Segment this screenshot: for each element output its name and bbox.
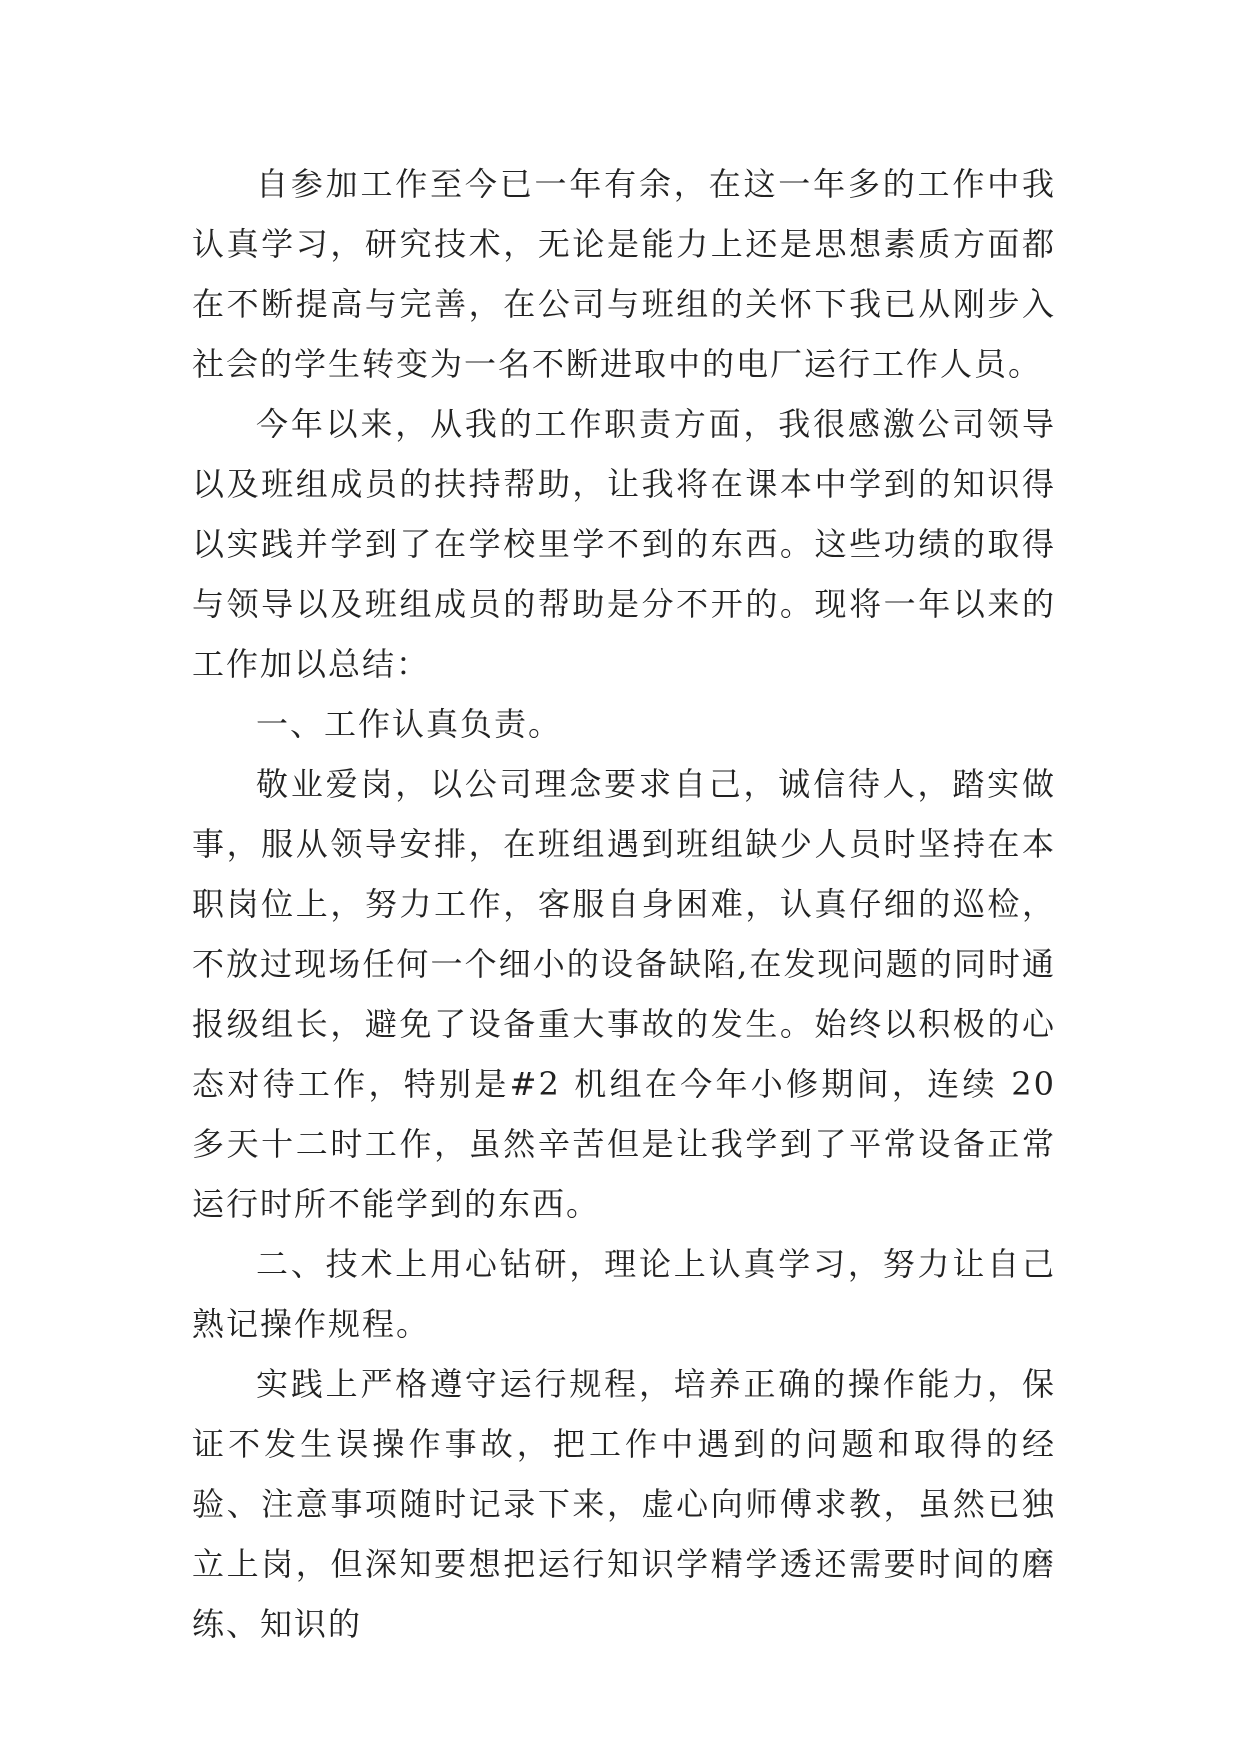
document-body [192, 154, 1056, 1654]
paragraph-practice: 实践上严格遵守运行规程，培养正确的操作能力，保证不发生误操作事故，把工作中遇到的问题和取得的经验、注意事项随时记录下来，虚心向师傅求教，虽然已独立上岗，但深知要想把运行知识学精学透还需要时间的磨练、知识的 [192, 1365, 1056, 1643]
paragraph-work-attitude: 敬业爱岗，以公司理念要求自己，诚信待人，踏实做事，服从领导安排，在班组遇到班组缺少人员时坚持在本职岗位上，努力工作，客服自身困难，认真仔细的巡检，不放过现场任何一个细小的设备缺陷,在发现问题的同时通报级组长，避免了设备重大事故的发生。始终以积极的心态对待工作，特别是#2 机组在今年小修期间，连续 20 多天十二时工作，虽然辛苦但是让我学到了平常设备正常运行时所不能学到的东西。 [192, 765, 1056, 1223]
paragraph-thanks: 今年以来，从我的工作职责方面，我很感激公司领导以及班组成员的扶持帮助，让我将在课本中学到的知识得以实践并学到了在学校里学不到的东西。这些功绩的取得与领导以及班组成员的帮助是分不开的。现将一年以来的工作加以总结： [192, 405, 1056, 683]
paragraph-intro: 自参加工作至今已一年有余，在这一年多的工作中我认真学习，研究技术，无论是能力上还是思想素质方面都在不断提高与完善，在公司与班组的关怀下我已从刚步入社会的学生转变为一名不断进取中的电厂运行工作人员。 [192, 165, 1056, 383]
section-heading-2: 二、技术上用心钻研，理论上认真学习，努力让自己熟记操作规程。 [192, 1245, 1056, 1343]
section-heading-1: 一、工作认真负责。 [256, 705, 563, 743]
